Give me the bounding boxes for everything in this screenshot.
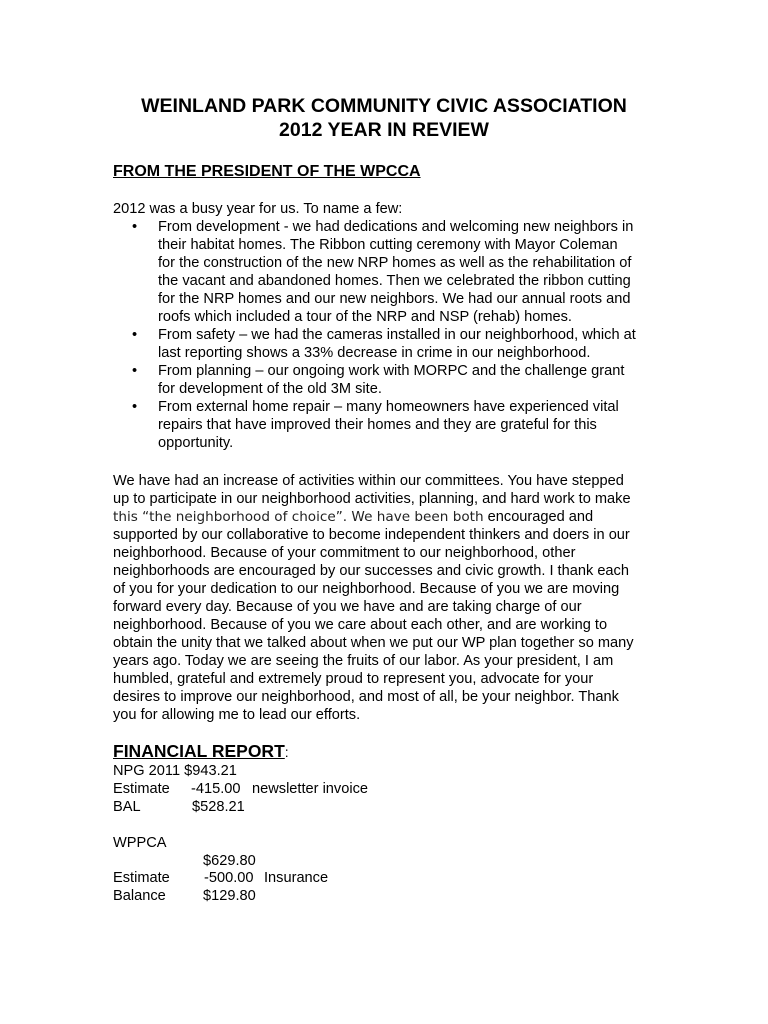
list-item-line: repairs that have improved their homes and they are grateful for this <box>158 417 597 433</box>
paragraph-line-rest: encouraged and <box>483 509 594 525</box>
accomplishments-list <box>113 218 658 452</box>
document-title-line1: WEINLAND PARK COMMUNITY CIVIC ASSOCIATION <box>141 95 627 117</box>
bullet-icon: • <box>132 363 138 379</box>
npg-row-opening <box>113 762 513 780</box>
list-item <box>113 326 658 362</box>
paragraph-line: neighborhoods are encouraged by our successes and civic growth. I thank each <box>113 563 629 579</box>
list-item-line: for the construction of the new NRP homes as well as the rehabilitation of <box>158 255 632 271</box>
npg-row-balance <box>113 798 513 816</box>
npg-estimate-label: Estimate <box>113 781 170 797</box>
wppca-balance-amount: $129.80 <box>203 888 256 904</box>
wppca-row-estimate <box>113 869 513 887</box>
list-item-line: From planning – our ongoing work with MORPC and the challenge grant <box>158 363 625 379</box>
paragraph-line: years ago. Today we are seeing the fruits of our labor. As your president, I am <box>113 653 614 669</box>
list-item <box>113 218 658 326</box>
document-title-line2: 2012 YEAR IN REVIEW <box>279 119 489 141</box>
president-message-paragraph <box>113 472 658 724</box>
list-item <box>113 398 658 452</box>
wppca-heading: WPPCA <box>113 835 167 851</box>
npg-balance-label: BAL <box>113 799 141 815</box>
npg-estimate-amount: -415.00 <box>191 781 241 797</box>
bullet-icon: • <box>132 399 138 415</box>
paragraph-line: you for allowing me to lead our efforts. <box>113 707 361 723</box>
npg-opening-label: NPG 2011 $943.21 <box>113 763 237 779</box>
paragraph-line: supported by our collaborative to become independent thinkers and doers in our <box>113 527 630 543</box>
paragraph-line: neighborhood. Because of your commitment to our neighborhood, other <box>113 545 576 561</box>
paragraph-line: obtain the unity that we talked about when we put our WP plan together so many <box>113 635 634 651</box>
bullet-icon: • <box>132 219 138 235</box>
president-intro: 2012 was a busy year for us. To name a few: <box>113 201 403 217</box>
paragraph-line <box>113 508 658 526</box>
list-item-line: roofs which included a tour of the NRP and NSP (rehab) homes. <box>158 309 572 325</box>
list-item-line: the vacant and abandoned homes. Then we celebrated the ribbon cutting <box>158 273 631 289</box>
list-item-line: From development - we had dedications and welcoming new neighbors in <box>158 219 634 235</box>
list-item-line: From external home repair – many homeowners have experienced vital <box>158 399 619 415</box>
paragraph-line: forward every day. Because of you we have and are taking charge of our <box>113 599 582 615</box>
quoted-phrase: this “the neighborhood of choice”. We have been both <box>113 509 484 525</box>
wppca-opening-amount: $629.80 <box>203 853 256 869</box>
list-item-line: last reporting shows a 33% decrease in crime in our neighborhood. <box>158 345 591 361</box>
list-item-line: for development of the old 3M site. <box>158 381 382 397</box>
npg-estimate-note: newsletter invoice <box>252 781 368 797</box>
paragraph-line: humbled, grateful and extremely proud to represent you, advocate for your <box>113 671 594 687</box>
npg-balance-amount: $528.21 <box>192 799 245 815</box>
list-item-line: for the NRP homes and our new neighbors. We had our annual roots and <box>158 291 631 307</box>
paragraph-line: desires to improve our neighborhood, and most of all, be your neighbor. Thank <box>113 689 619 705</box>
wppca-balance-label: Balance <box>113 888 166 904</box>
wppca-estimate-note: Insurance <box>264 870 329 886</box>
paragraph-line: neighborhood. Because of you we care about each other, and are working to <box>113 617 608 633</box>
wppca-heading-row <box>113 834 513 852</box>
paragraph-line: up to participate in our neighborhood activities, planning, and hard work to make <box>113 491 631 507</box>
bullet-icon: • <box>132 327 138 343</box>
wppca-estimate-amount: -500.00 <box>204 870 254 886</box>
paragraph-line: of you for your dedication to our neighborhood. Because of you we are moving <box>113 581 620 597</box>
president-section-heading: FROM THE PRESIDENT OF THE WPCCA <box>113 163 421 180</box>
wppca-estimate-label: Estimate <box>113 870 170 886</box>
paragraph-line: We have had an increase of activities within our committees. You have stepped <box>113 473 624 489</box>
wppca-row-opening <box>113 852 513 870</box>
npg-row-estimate <box>113 780 513 798</box>
wppca-row-balance <box>113 887 513 905</box>
list-item <box>113 362 658 398</box>
list-item-line: From safety – we had the cameras installed in our neighborhood, which at <box>158 327 636 343</box>
heading-colon: : <box>284 744 289 760</box>
list-item-line: opportunity. <box>158 435 234 451</box>
list-item-line: their habitat homes. The Ribbon cutting ceremony with Mayor Coleman <box>158 237 618 253</box>
financial-report-title: FINANCIAL REPORT <box>113 741 285 761</box>
financial-report-heading <box>113 740 289 763</box>
